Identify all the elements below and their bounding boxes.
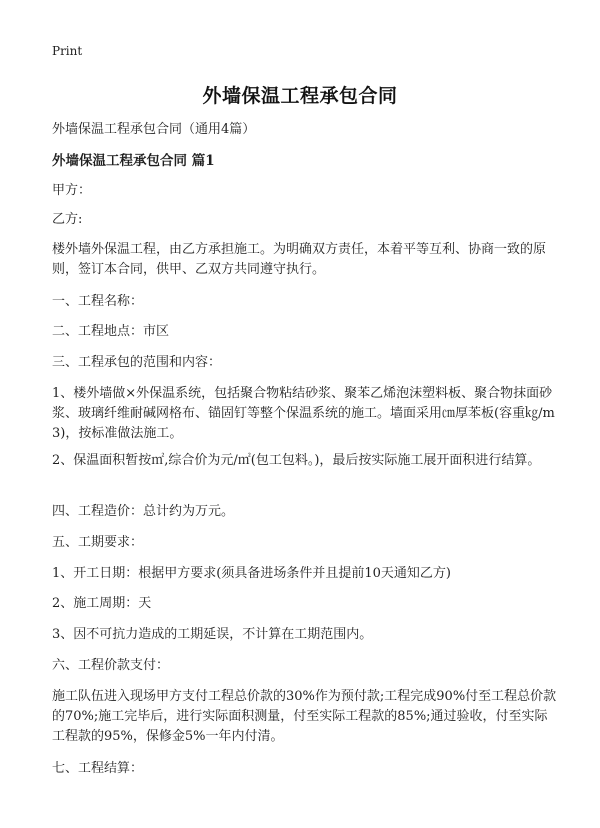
- clause-schedule-item-3: 3、因不可抗力造成的工期延误，不计算在工期范围内。: [52, 627, 373, 642]
- clause-settlement: 七、工程结算：: [52, 761, 144, 776]
- clause-schedule-item-2: 2、施工周期：天: [52, 596, 152, 611]
- clause-scope-item-2: 2、保温面积暂按㎡,综合价为元/㎡(包工包料。)，最后按实际施工展开面积进行结算。: [52, 453, 541, 468]
- document-subtitle: 外墙保温工程承包合同（通用4篇）: [52, 122, 256, 137]
- party-a-line: 甲方：: [52, 183, 92, 198]
- clause-scope-item-1: 1、楼外墙做×外保温系统，包括聚合物粘结砂浆、聚苯乙烯泡沫塑料板、聚合物抹面砂浆、玻璃纤维耐碱网格布、锚固钉等整个保温系统的施工。墙面采用㎝厚苯板(容重㎏/m3)，按标准做法施工。: [52, 386, 555, 441]
- clause-cost: 四、工程造价：总计约为万元。: [52, 504, 235, 519]
- clause-scope: 三、工程承包的范围和内容：: [52, 355, 222, 370]
- print-link[interactable]: Print: [52, 44, 83, 58]
- clause-payment-detail: 施工队伍进入现场甲方支付工程总价款的30%作为预付款;工程完成90%付至工程总价款的70%;施工完毕后，进行实际面积测量，付至实际工程款的85%;通过验收，付至实际工程款的95%，保修金5%一年内付清。: [52, 689, 557, 744]
- section-heading: 外墙保温工程承包合同 篇1: [52, 153, 215, 169]
- page-title: 外墙保温工程承包合同: [202, 85, 398, 107]
- clause-project-location: 二、工程地点：市区: [52, 324, 170, 339]
- clause-project-name: 一、工程名称：: [52, 294, 144, 309]
- party-b-line: 乙方:: [52, 212, 83, 227]
- clause-schedule-item-1: 1、开工日期：根据甲方要求(须具备进场条件并且提前10天通知乙方): [52, 566, 451, 581]
- intro-paragraph: 楼外墙外保温工程，由乙方承担施工。为明确双方责任，本着平等互利、协商一致的原则，签订本合同，供甲、乙双方共同遵守执行。: [52, 242, 547, 277]
- clause-schedule: 五、工期要求：: [52, 535, 144, 550]
- clause-payment: 六、工程价款支付：: [52, 658, 170, 673]
